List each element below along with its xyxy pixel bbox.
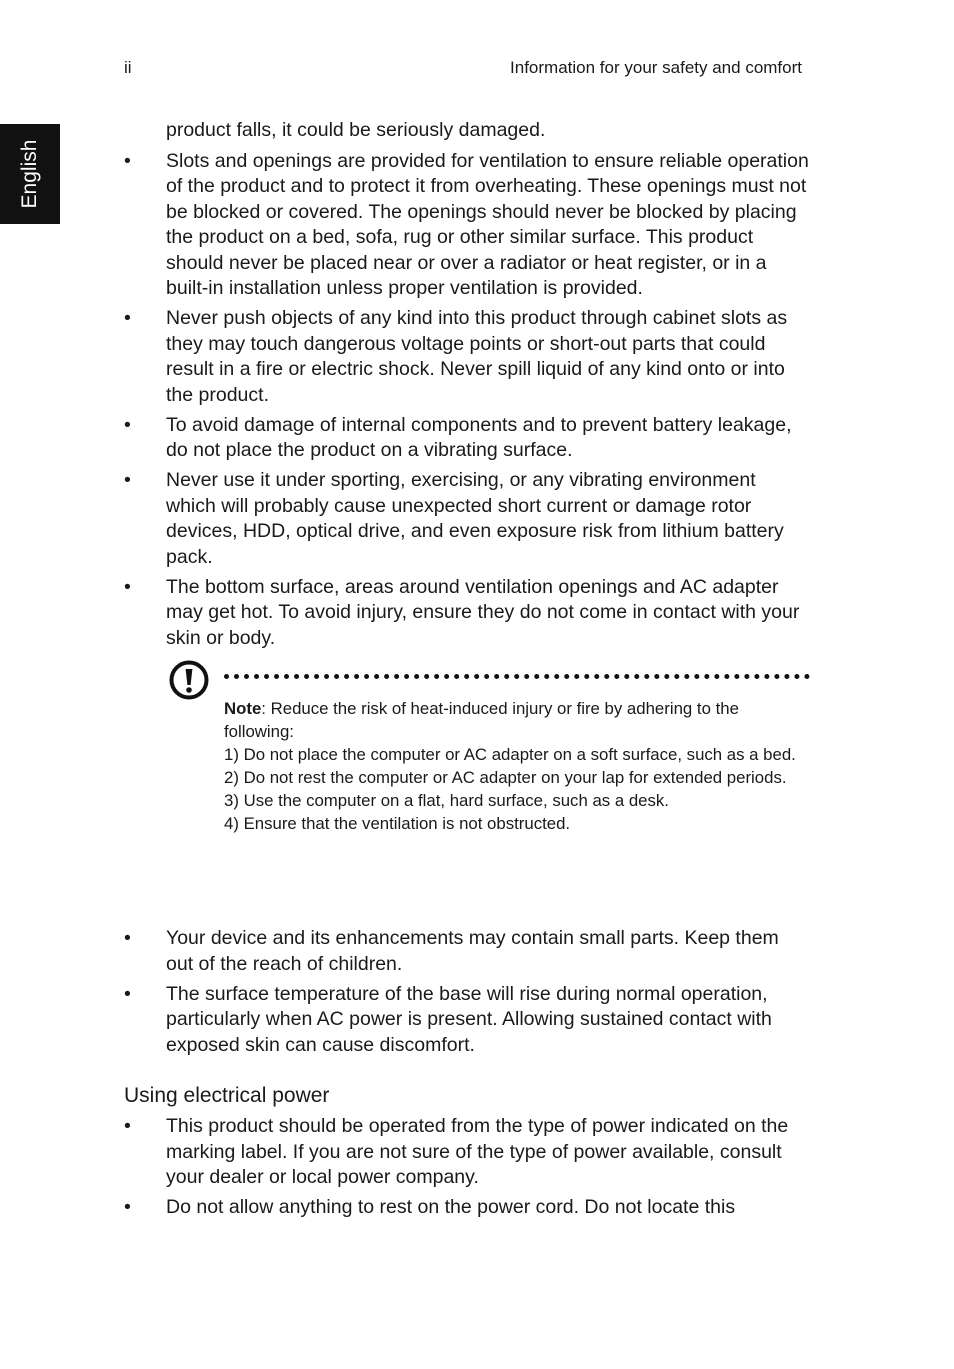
- list-item: [124, 575, 810, 652]
- list-item-text: Slots and openings are provided for ventilation to ensure reliable operation of the product and to protect it from overheating. These openings must not be blocked or covered. The openings should never be blocked by placing the product on a bed, sofa, rug or other similar surface. This product should never be placed near or over a radiator or heat register, or in a built-in installation unless proper ventilation is provided.: [166, 149, 809, 299]
- bullet-icon: •: [124, 927, 131, 949]
- language-tab: [0, 124, 60, 224]
- exclamation-circle-icon: [169, 660, 209, 700]
- list-item: [124, 982, 810, 1059]
- section-heading: Using electrical power: [124, 1084, 330, 1107]
- bullet-icon: •: [124, 982, 131, 1005]
- continuation-text: product falls, it could be seriously damaged.: [166, 119, 546, 141]
- bullet-icon: •: [124, 413, 131, 436]
- note-label: Note: [224, 699, 262, 718]
- list-item-text: Your device and its enhancements may contain small parts. Keep them out of the reach of children.: [166, 927, 779, 975]
- note-intro-text: : Reduce the risk of heat-induced injury or fire by adhering to the following:: [224, 699, 739, 741]
- list-item-text: To avoid damage of internal components and to prevent battery leakage, do not place the product on a vibrating surface.: [166, 413, 792, 461]
- list-item-text: The bottom surface, areas around ventilation openings and AC adapter may get hot. To avoid injury, ensure they do not come in contact with your skin or body.: [166, 575, 800, 649]
- running-header: Information for your safety and comfort: [510, 58, 802, 77]
- note-text: [224, 660, 810, 835]
- list-item: [124, 306, 810, 408]
- note-item: 4) Ensure that the ventilation is not obstructed.: [224, 814, 571, 833]
- list-item: [124, 149, 810, 302]
- bullet-icon: •: [124, 307, 131, 329]
- list-item-text: Do not allow anything to rest on the power cord. Do not locate this: [166, 1196, 736, 1218]
- list-item-text: The surface temperature of the base will rise during normal operation, particularly when AC power is present. Allowing sustained contact with exposed skin can cause discomfort.: [166, 982, 772, 1056]
- bullet-icon: •: [124, 149, 131, 172]
- note-item: 2) Do not rest the computer or AC adapter on your lap for extended periods.: [224, 768, 787, 787]
- list-item: [124, 926, 810, 977]
- note-block: [124, 660, 810, 900]
- list-item: [124, 413, 810, 464]
- list-item-text: Never use it under sporting, exercising, or any vibrating environment which will probably cause unexpected short current or damage rotor devices, HDD, optical drive, and even exposure risk from lithium battery pack.: [166, 469, 784, 568]
- bullet-icon: •: [124, 1196, 131, 1218]
- list-item: [124, 1114, 810, 1191]
- note-item: 3) Use the computer on a flat, hard surface, such as a desk.: [224, 791, 669, 810]
- bullet-list-device: [124, 926, 810, 1058]
- page-content: [124, 118, 810, 1225]
- bullet-icon: •: [124, 1115, 131, 1137]
- bullet-icon: •: [124, 469, 131, 491]
- note-item: 1) Do not place the computer or AC adapter on a soft surface, such as a bed.: [224, 745, 796, 764]
- list-item-text: This product should be operated from the type of power indicated on the marking label. If you are not sure of the type of power available, consult your dealer or local power company.: [166, 1115, 789, 1188]
- list-item-text: Never push objects of any kind into this product through cabinet slots as they may touch dangerous voltage points or short-out parts that could result in a fire or electric shock. Never spill liquid of any kind onto or into the product.: [166, 307, 788, 406]
- list-item: [124, 1195, 810, 1221]
- language-tab-label: English: [18, 139, 41, 209]
- bullet-list-safety: [124, 149, 810, 652]
- note-divider: [224, 674, 810, 679]
- note-intro: [224, 697, 810, 743]
- bullet-icon: •: [124, 575, 131, 598]
- bullet-list-power: [124, 1114, 810, 1221]
- page-number: ii: [124, 58, 132, 77]
- list-item: [124, 468, 810, 570]
